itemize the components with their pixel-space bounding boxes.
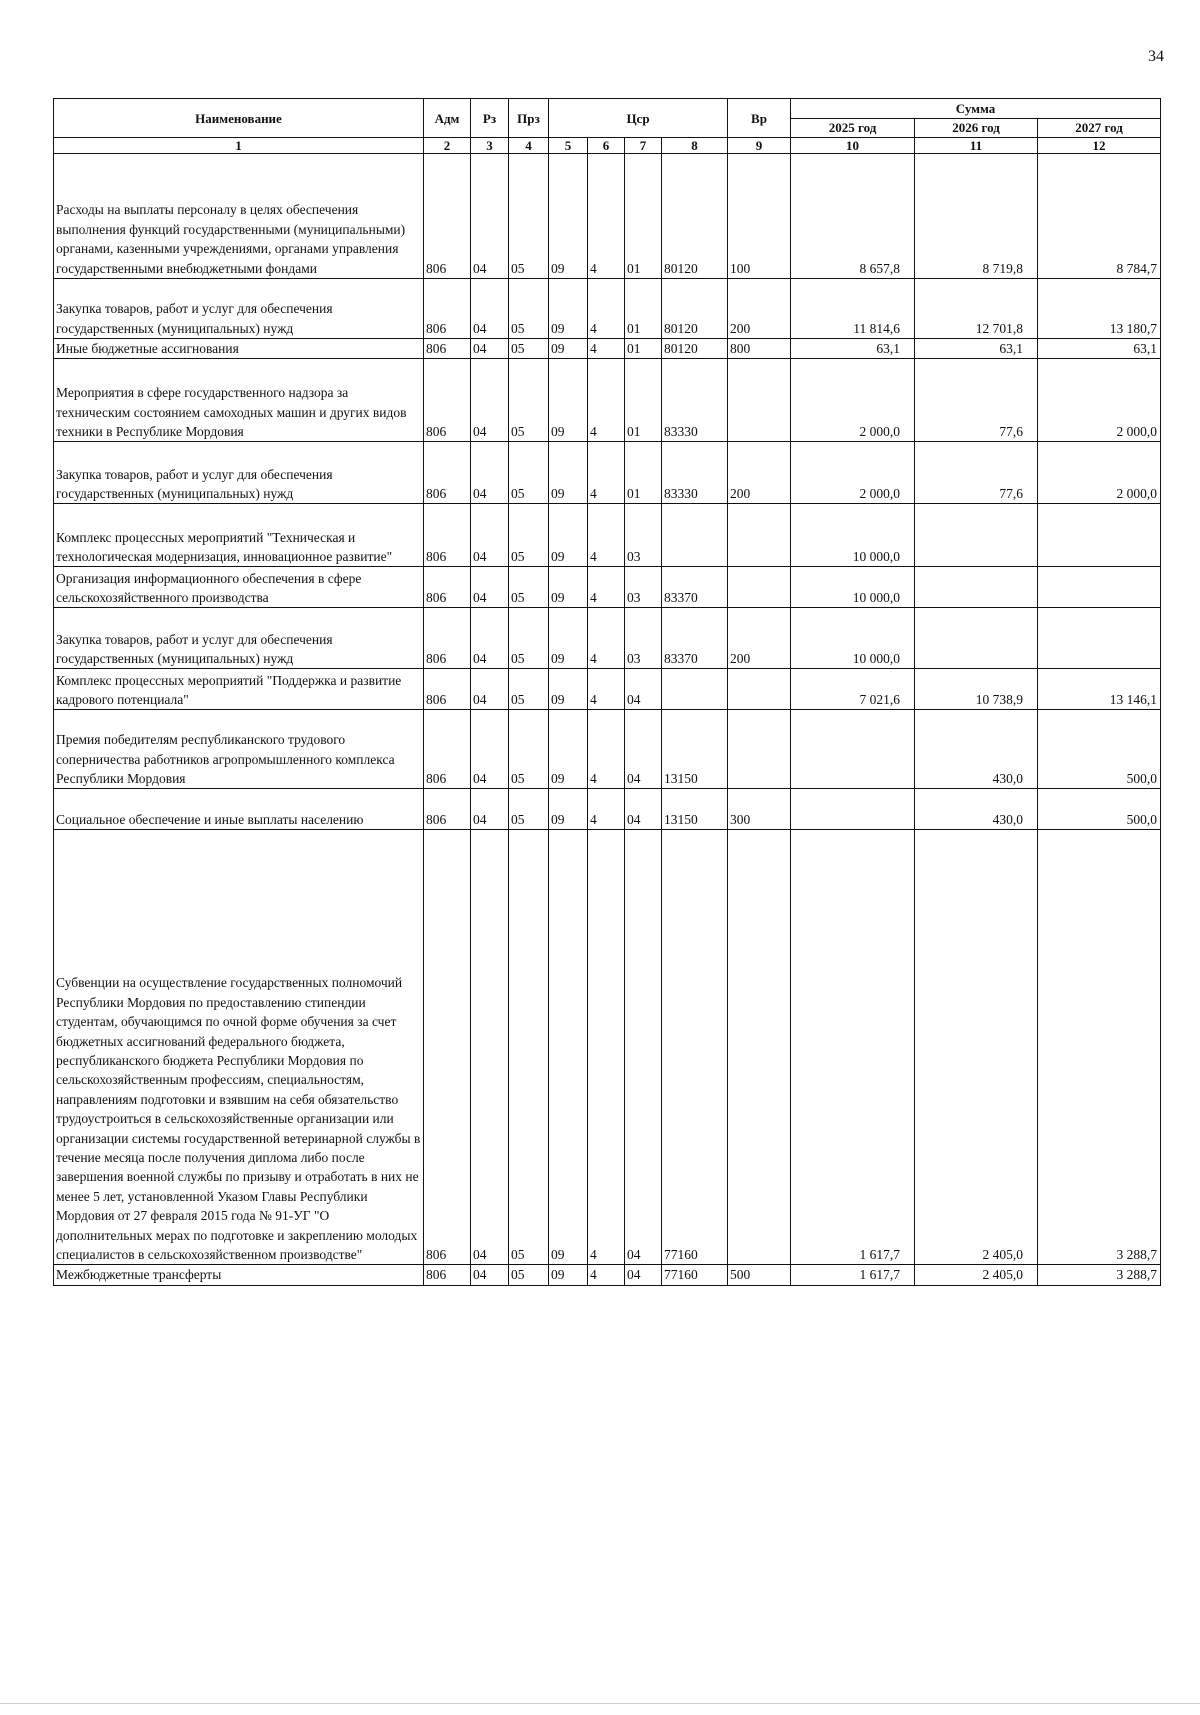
table-row — [54, 339, 1161, 359]
row-prz: 05 — [509, 504, 549, 567]
row-csr-8: 80120 — [662, 154, 728, 279]
header-adm: Адм — [424, 99, 471, 138]
row-csr-8: 80120 — [662, 279, 728, 339]
table-row — [54, 442, 1161, 504]
row-name: Межбюджетные трансферты — [54, 1265, 424, 1285]
row-amount-2025: 7 021,6 — [791, 669, 915, 710]
header-sum: Сумма — [791, 99, 1161, 119]
row-csr-7: 04 — [625, 789, 662, 830]
row-name: Иные бюджетные ассигнования — [54, 339, 424, 359]
row-amount-2026: 8 719,8 — [915, 154, 1038, 279]
table-header — [54, 99, 1161, 154]
row-amount-2027: 500,0 — [1038, 710, 1161, 789]
header-rz: Рз — [471, 99, 509, 138]
row-name: Премия победителям республиканского трудового соперничества работников агропромышленного комплекса Республики Мордовия — [54, 710, 424, 789]
row-vr: 100 — [728, 154, 791, 279]
table-row — [54, 1265, 1161, 1285]
row-name: Организация информационного обеспечения в сфере сельскохозяйственного производства — [54, 567, 424, 608]
row-amount-2027: 2 000,0 — [1038, 359, 1161, 442]
row-rz: 04 — [471, 279, 509, 339]
column-number: 4 — [509, 138, 549, 154]
row-csr-8: 83370 — [662, 567, 728, 608]
row-adm: 806 — [424, 567, 471, 608]
table-row — [54, 154, 1161, 279]
row-csr-8: 83330 — [662, 359, 728, 442]
table-row — [54, 710, 1161, 789]
row-vr — [728, 359, 791, 442]
row-vr — [728, 830, 791, 1265]
row-csr-8: 77160 — [662, 830, 728, 1265]
header-year-2025: 2025 год — [791, 119, 915, 138]
row-amount-2026 — [915, 608, 1038, 669]
row-vr: 200 — [728, 279, 791, 339]
row-rz: 04 — [471, 1265, 509, 1285]
row-amount-2025: 11 814,6 — [791, 279, 915, 339]
table-body — [54, 154, 1161, 1286]
row-csr-6: 4 — [588, 279, 625, 339]
row-amount-2027: 3 288,7 — [1038, 830, 1161, 1265]
table-row — [54, 830, 1161, 1265]
row-csr-5: 09 — [549, 830, 588, 1265]
budget-table — [53, 98, 1161, 1286]
row-csr-7: 01 — [625, 279, 662, 339]
row-adm: 806 — [424, 830, 471, 1265]
column-number: 5 — [549, 138, 588, 154]
row-amount-2026: 77,6 — [915, 359, 1038, 442]
column-number: 3 — [471, 138, 509, 154]
row-csr-6: 4 — [588, 710, 625, 789]
table-row — [54, 789, 1161, 830]
table-row — [54, 279, 1161, 339]
row-csr-5: 09 — [549, 1265, 588, 1285]
table-row — [54, 359, 1161, 442]
header-name: Наименование — [54, 99, 424, 138]
row-csr-6: 4 — [588, 789, 625, 830]
row-adm: 806 — [424, 442, 471, 504]
row-amount-2026: 2 405,0 — [915, 830, 1038, 1265]
row-rz: 04 — [471, 567, 509, 608]
row-prz: 05 — [509, 710, 549, 789]
row-amount-2025 — [791, 710, 915, 789]
scan-edge-line — [0, 1703, 1200, 1704]
row-csr-5: 09 — [549, 608, 588, 669]
row-csr-7: 03 — [625, 567, 662, 608]
row-csr-7: 04 — [625, 830, 662, 1265]
row-adm: 806 — [424, 789, 471, 830]
row-rz: 04 — [471, 789, 509, 830]
row-prz: 05 — [509, 669, 549, 710]
row-adm: 806 — [424, 608, 471, 669]
row-csr-6: 4 — [588, 669, 625, 710]
column-number: 6 — [588, 138, 625, 154]
row-vr: 200 — [728, 608, 791, 669]
row-amount-2027: 3 288,7 — [1038, 1265, 1161, 1285]
row-csr-5: 09 — [549, 442, 588, 504]
row-csr-5: 09 — [549, 154, 588, 279]
row-amount-2027 — [1038, 608, 1161, 669]
row-amount-2027: 8 784,7 — [1038, 154, 1161, 279]
row-rz: 04 — [471, 442, 509, 504]
row-csr-7: 04 — [625, 1265, 662, 1285]
row-amount-2026: 2 405,0 — [915, 1265, 1038, 1285]
header-csr: Цср — [549, 99, 728, 138]
row-name: Закупка товаров, работ и услуг для обеспечения государственных (муниципальных) нужд — [54, 442, 424, 504]
header-prz: Прз — [509, 99, 549, 138]
row-rz: 04 — [471, 359, 509, 442]
row-amount-2025: 2 000,0 — [791, 442, 915, 504]
row-csr-6: 4 — [588, 830, 625, 1265]
column-number: 8 — [662, 138, 728, 154]
row-adm: 806 — [424, 669, 471, 710]
row-amount-2026 — [915, 567, 1038, 608]
row-csr-7: 01 — [625, 359, 662, 442]
row-csr-5: 09 — [549, 504, 588, 567]
row-amount-2025 — [791, 789, 915, 830]
row-csr-7: 01 — [625, 339, 662, 359]
row-rz: 04 — [471, 710, 509, 789]
row-csr-7: 03 — [625, 504, 662, 567]
row-csr-8: 13150 — [662, 789, 728, 830]
row-prz: 05 — [509, 1265, 549, 1285]
row-vr — [728, 567, 791, 608]
row-amount-2027: 63,1 — [1038, 339, 1161, 359]
row-prz: 05 — [509, 567, 549, 608]
row-csr-8: 13150 — [662, 710, 728, 789]
table-row — [54, 567, 1161, 608]
row-csr-5: 09 — [549, 359, 588, 442]
row-csr-6: 4 — [588, 504, 625, 567]
row-prz: 05 — [509, 339, 549, 359]
row-name: Субвенции на осуществление государственных полномочий Республики Мордовия по предоставлению стипендии студентам, обучающимся по очной форме обучения за счет бюджетных ассигнований федерального бюджета, республиканского бюджета Республики Мордовия по сельскохозяйственным профессиям, специальностям, направлениям подготовки и взявшим на себя обязательство трудоустроиться в сельскохозяйственные организации или организации системы государственной ветеринарной службы в течение месяца после получения диплома либо после завершения военной службы по призыву и отработать в них не менее 5 лет, установленной Указом Главы Республики Мордовия от 27 февраля 2015 года № 91-УГ "О дополнительных мерах по подготовке и закреплению молодых специалистов в сельскохозяйственном производстве" — [54, 830, 424, 1265]
row-amount-2026: 10 738,9 — [915, 669, 1038, 710]
row-csr-8: 83330 — [662, 442, 728, 504]
row-csr-7: 04 — [625, 669, 662, 710]
column-number: 1 — [54, 138, 424, 154]
row-adm: 806 — [424, 710, 471, 789]
row-adm: 806 — [424, 279, 471, 339]
table-row — [54, 669, 1161, 710]
row-csr-6: 4 — [588, 154, 625, 279]
row-amount-2025: 8 657,8 — [791, 154, 915, 279]
column-number: 2 — [424, 138, 471, 154]
row-csr-7: 01 — [625, 154, 662, 279]
row-name: Закупка товаров, работ и услуг для обеспечения государственных (муниципальных) нужд — [54, 608, 424, 669]
row-amount-2027: 13 180,7 — [1038, 279, 1161, 339]
table-row — [54, 608, 1161, 669]
row-vr: 500 — [728, 1265, 791, 1285]
row-adm: 806 — [424, 339, 471, 359]
row-rz: 04 — [471, 608, 509, 669]
row-adm: 806 — [424, 154, 471, 279]
row-vr: 800 — [728, 339, 791, 359]
row-amount-2026: 430,0 — [915, 710, 1038, 789]
column-number: 9 — [728, 138, 791, 154]
row-prz: 05 — [509, 359, 549, 442]
row-csr-5: 09 — [549, 279, 588, 339]
row-prz: 05 — [509, 830, 549, 1265]
row-csr-8 — [662, 504, 728, 567]
column-number: 12 — [1038, 138, 1161, 154]
row-csr-6: 4 — [588, 359, 625, 442]
row-csr-6: 4 — [588, 567, 625, 608]
table-row — [54, 504, 1161, 567]
row-csr-8: 77160 — [662, 1265, 728, 1285]
row-csr-7: 04 — [625, 710, 662, 789]
row-adm: 806 — [424, 1265, 471, 1285]
row-amount-2026 — [915, 504, 1038, 567]
row-amount-2027: 500,0 — [1038, 789, 1161, 830]
column-number: 11 — [915, 138, 1038, 154]
row-csr-8 — [662, 669, 728, 710]
row-name: Расходы на выплаты персоналу в целях обеспечения выполнения функций государственными (муниципальными) органами, казенными учреждениями, органами управления государственными внебюджетными фондами — [54, 154, 424, 279]
row-rz: 04 — [471, 669, 509, 710]
row-prz: 05 — [509, 279, 549, 339]
row-amount-2027: 2 000,0 — [1038, 442, 1161, 504]
row-csr-5: 09 — [549, 339, 588, 359]
row-rz: 04 — [471, 154, 509, 279]
row-csr-6: 4 — [588, 1265, 625, 1285]
row-vr: 300 — [728, 789, 791, 830]
row-prz: 05 — [509, 608, 549, 669]
header-vr: Вр — [728, 99, 791, 138]
row-prz: 05 — [509, 154, 549, 279]
header-year-2026: 2026 год — [915, 119, 1038, 138]
row-amount-2025: 10 000,0 — [791, 608, 915, 669]
row-csr-5: 09 — [549, 669, 588, 710]
row-name: Комплекс процессных мероприятий "Поддержка и развитие кадрового потенциала" — [54, 669, 424, 710]
row-name: Комплекс процессных мероприятий "Техническая и технологическая модернизация, инновационное развитие" — [54, 504, 424, 567]
row-csr-5: 09 — [549, 789, 588, 830]
row-rz: 04 — [471, 830, 509, 1265]
row-adm: 806 — [424, 359, 471, 442]
row-prz: 05 — [509, 789, 549, 830]
row-csr-8: 83370 — [662, 608, 728, 669]
row-amount-2025: 1 617,7 — [791, 830, 915, 1265]
row-name: Закупка товаров, работ и услуг для обеспечения государственных (муниципальных) нужд — [54, 279, 424, 339]
header-year-2027: 2027 год — [1038, 119, 1161, 138]
row-vr: 200 — [728, 442, 791, 504]
column-number: 10 — [791, 138, 915, 154]
row-name: Мероприятия в сфере государственного надзора за техническим состоянием самоходных машин и других видов техники в Республике Мордовия — [54, 359, 424, 442]
row-name: Социальное обеспечение и иные выплаты населению — [54, 789, 424, 830]
row-amount-2027 — [1038, 567, 1161, 608]
page-number: 34 — [1148, 48, 1164, 65]
row-amount-2026: 430,0 — [915, 789, 1038, 830]
column-number: 7 — [625, 138, 662, 154]
row-csr-6: 4 — [588, 442, 625, 504]
row-csr-6: 4 — [588, 339, 625, 359]
row-amount-2025: 10 000,0 — [791, 567, 915, 608]
row-amount-2025: 2 000,0 — [791, 359, 915, 442]
row-vr — [728, 504, 791, 567]
row-adm: 806 — [424, 504, 471, 567]
row-amount-2026: 12 701,8 — [915, 279, 1038, 339]
row-amount-2026: 77,6 — [915, 442, 1038, 504]
row-prz: 05 — [509, 442, 549, 504]
row-rz: 04 — [471, 504, 509, 567]
row-csr-8: 80120 — [662, 339, 728, 359]
row-amount-2027 — [1038, 504, 1161, 567]
row-rz: 04 — [471, 339, 509, 359]
row-amount-2025: 63,1 — [791, 339, 915, 359]
row-csr-5: 09 — [549, 710, 588, 789]
row-amount-2027: 13 146,1 — [1038, 669, 1161, 710]
row-amount-2026: 63,1 — [915, 339, 1038, 359]
row-vr — [728, 710, 791, 789]
row-csr-7: 01 — [625, 442, 662, 504]
row-csr-7: 03 — [625, 608, 662, 669]
row-amount-2025: 10 000,0 — [791, 504, 915, 567]
row-amount-2025: 1 617,7 — [791, 1265, 915, 1285]
row-vr — [728, 669, 791, 710]
row-csr-5: 09 — [549, 567, 588, 608]
row-csr-6: 4 — [588, 608, 625, 669]
